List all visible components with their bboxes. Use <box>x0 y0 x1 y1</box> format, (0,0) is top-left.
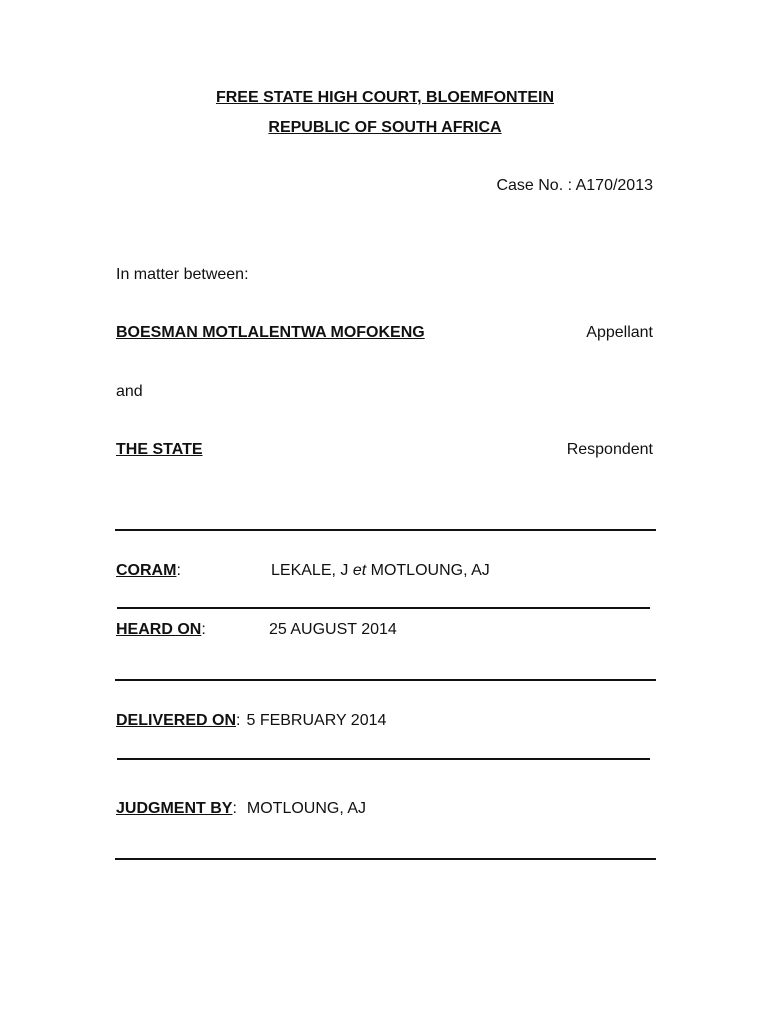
divider <box>117 607 650 609</box>
coram-label <box>116 562 181 580</box>
coram-et: et <box>352 562 367 579</box>
heard-label-text: HEARD ON <box>116 621 202 638</box>
coram-colon: : <box>176 562 181 579</box>
judgment-row <box>116 800 366 818</box>
case-number-label: Case No. : <box>496 177 576 194</box>
divider <box>115 679 656 681</box>
respondent-name: THE STATE <box>116 441 203 458</box>
coram-judge-b: MOTLOUNG, AJ <box>366 562 490 579</box>
country-title: REPUBLIC OF SOUTH AFRICA <box>268 119 502 136</box>
delivered-row <box>116 712 386 730</box>
delivered-colon: : <box>236 712 241 729</box>
coram-label-text: CORAM <box>116 562 177 579</box>
parties-intro: In matter between: <box>116 266 249 283</box>
court-title: FREE STATE HIGH COURT, BLOEMFONTEIN <box>215 89 555 106</box>
case-number <box>496 177 653 195</box>
delivered-value: 5 FEBRUARY 2014 <box>246 712 387 729</box>
judgment-value: MOTLOUNG, AJ <box>246 800 367 817</box>
appellant-name: BOESMAN MOTLALENTWA MOFOKENG <box>116 324 425 341</box>
judgment-label: JUDGMENT BY <box>116 800 233 817</box>
divider <box>115 858 656 860</box>
divider <box>117 758 650 760</box>
case-number-value: A170/2013 <box>575 177 653 194</box>
heard-value: 25 AUGUST 2014 <box>269 621 397 638</box>
judgment-colon: : <box>232 800 237 817</box>
appellant-role: Appellant <box>586 324 653 341</box>
coram-judge-a: LEKALE, J <box>271 562 353 579</box>
delivered-label: DELIVERED ON <box>116 712 237 729</box>
heard-colon: : <box>201 621 206 638</box>
heard-label <box>116 621 206 639</box>
divider <box>115 529 656 531</box>
respondent-role: Respondent <box>566 441 653 458</box>
coram-value <box>271 562 490 580</box>
parties-conjunction: and <box>116 383 143 400</box>
